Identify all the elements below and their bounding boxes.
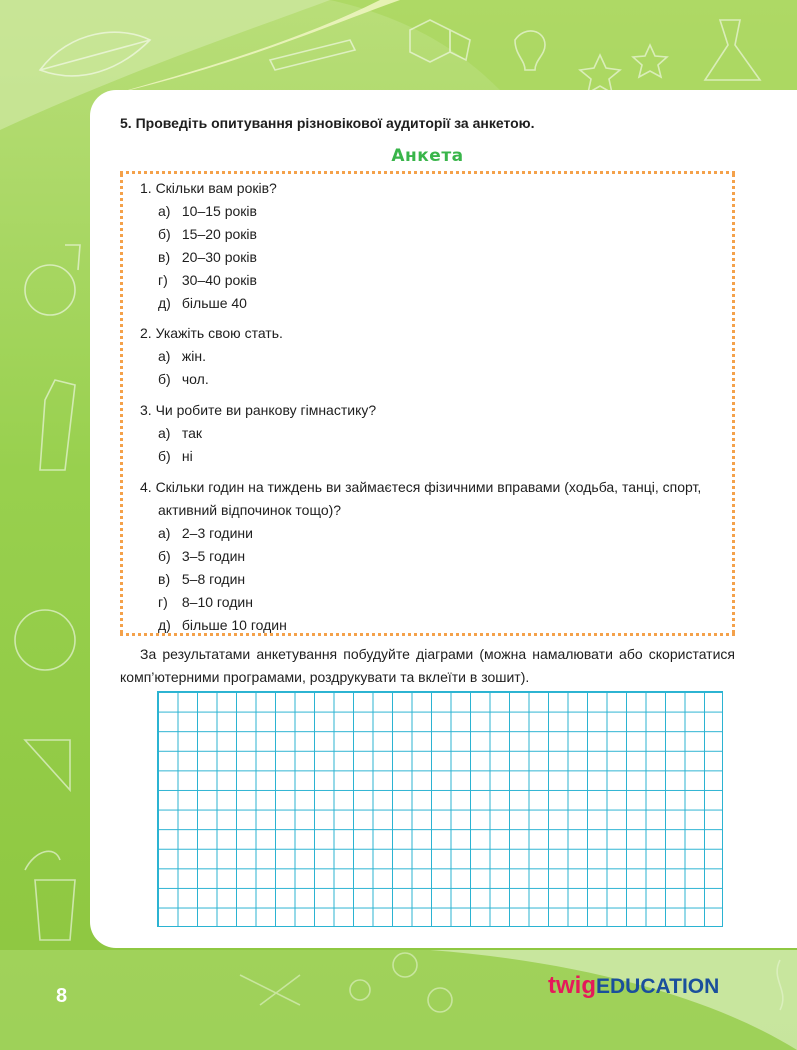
survey-box — [120, 171, 735, 636]
question-4-continuation: активний відпочинок тощо)? — [158, 502, 342, 518]
question-4-option-a: а) 2–3 години — [158, 525, 253, 541]
drawing-grid[interactable] — [157, 691, 723, 927]
question-1-option-b: б) 15–20 років — [158, 226, 257, 242]
question-1-option-c: в) 20–30 років — [158, 249, 257, 265]
question-3-option-a: а) так — [158, 425, 203, 441]
question-3-option-b: б) ні — [158, 448, 193, 464]
question-1-option-a: а) 10–15 років — [158, 203, 257, 219]
page-number: 8 — [56, 985, 68, 1007]
instruction-text: За результатами анкетування побудуйте діаграми (можна намалювати або скористатися комп’ютерними програмами, роздрукувати та вклеїти в зошит). — [120, 646, 735, 685]
task-number: 5. — [120, 115, 132, 131]
publisher-logo — [548, 972, 719, 1000]
question-4-option-d: г) 8–10 годин — [158, 594, 253, 610]
task-text: Проведіть опитування різновікової аудиторії за анкетою. — [135, 115, 535, 131]
question-2: 2. Укажіть свою стать. — [140, 325, 283, 341]
question-1-option-e: д) більше 40 — [158, 295, 247, 311]
question-2-option-a: а) жін. — [158, 348, 206, 364]
question-2-option-b: б) чол. — [158, 371, 209, 387]
task-heading — [120, 115, 760, 131]
question-4: 4. Скільки годин на тиждень ви займаєтеся фізичними вправами (ходьба, танці, спорт, — [140, 479, 702, 495]
question-3: 3. Чи робите ви ранкову гімнастику? — [140, 402, 377, 418]
brand-twig: twig — [548, 972, 596, 999]
question-4-option-e: д) більше 10 годин — [158, 617, 287, 633]
question-4-option-c: в) 5–8 годин — [158, 571, 246, 587]
survey-title: Анкета — [391, 146, 464, 166]
brand-education: EDUCATION — [596, 975, 720, 998]
question-1-option-d: г) 30–40 років — [158, 272, 257, 288]
question-4-option-b: б) 3–5 годин — [158, 548, 246, 564]
question-1: 1. Скільки вам років? — [140, 180, 277, 196]
